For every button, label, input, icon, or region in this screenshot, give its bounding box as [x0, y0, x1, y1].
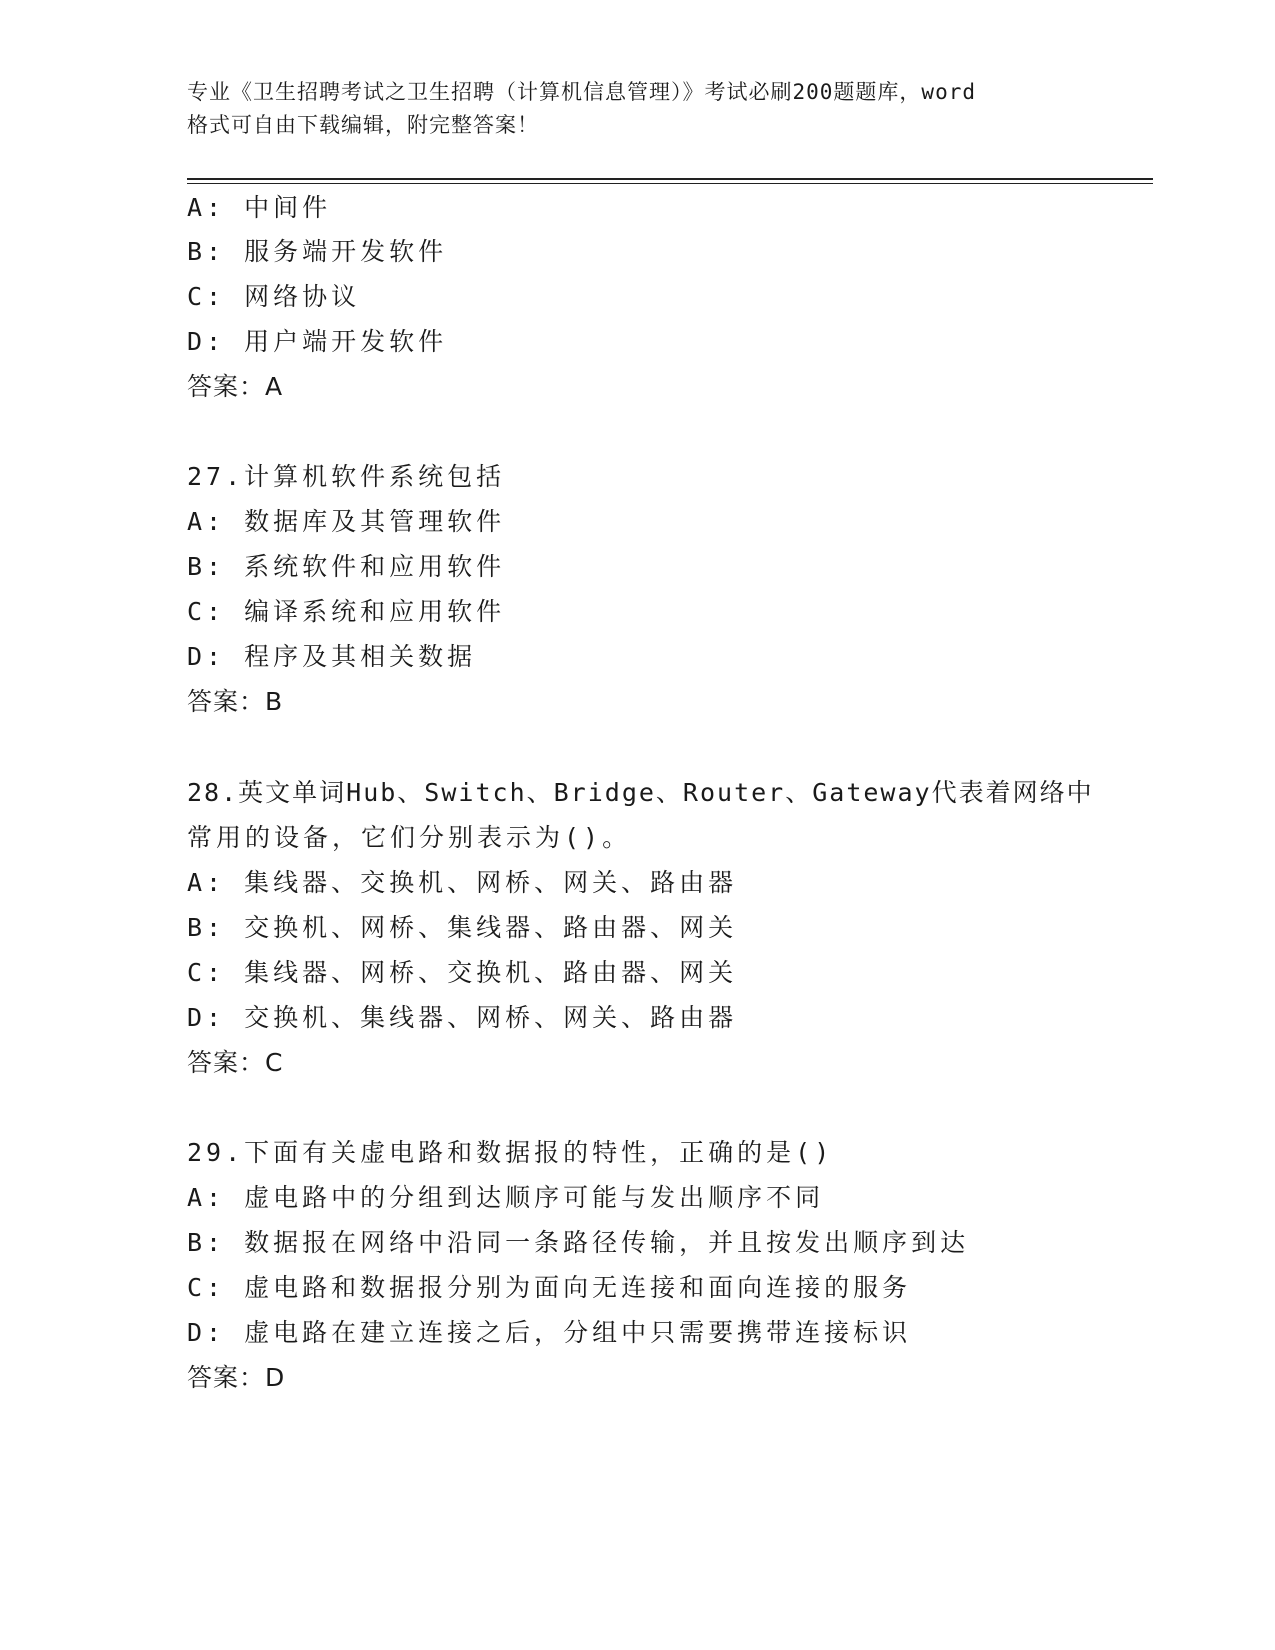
q28-stem-line-2: 常用的设备，它们分别表示为()。	[187, 823, 632, 852]
q28-stem-line-1: 28.英文单词Hub、Switch、Bridge、Router、Gateway代表着网络中	[187, 778, 1094, 807]
q26-answer: 答案：A	[187, 372, 284, 401]
q28-answer: 答案：C	[187, 1048, 284, 1077]
document-header	[187, 76, 1087, 142]
q28-option-d: D: 交换机、集线器、网桥、网关、路由器	[187, 1003, 738, 1032]
q29-option-b: B: 数据报在网络中沿同一条路径传输，并且按发出顺序到达	[187, 1228, 970, 1257]
q26-option-c: C: 网络协议	[187, 282, 361, 311]
q29-option-d: D: 虚电路在建立连接之后，分组中只需要携带连接标识	[187, 1318, 912, 1347]
q29-answer: 答案：D	[187, 1363, 286, 1392]
q27-option-b: B: 系统软件和应用软件	[187, 552, 506, 581]
q28-option-a: A: 集线器、交换机、网桥、网关、路由器	[187, 868, 738, 897]
q27-stem: 27.计算机软件系统包括	[187, 462, 506, 491]
q28-option-b: B: 交换机、网桥、集线器、路由器、网关	[187, 913, 738, 942]
header-line-2: 格式可自由下载编辑，附完整答案！	[187, 113, 539, 137]
q27-answer: 答案：B	[187, 687, 284, 716]
header-divider-thick	[187, 178, 1153, 180]
q26-option-a: A: 中间件	[187, 193, 332, 222]
q28-option-c: C: 集线器、网桥、交换机、路由器、网关	[187, 958, 738, 987]
q29-option-c: C: 虚电路和数据报分别为面向无连接和面向连接的服务	[187, 1273, 912, 1302]
q29-option-a: A: 虚电路中的分组到达顺序可能与发出顺序不同	[187, 1183, 825, 1212]
header-divider-thin	[187, 183, 1153, 184]
q29-stem: 29.下面有关虚电路和数据报的特性，正确的是()	[187, 1138, 834, 1167]
q26-option-b: B: 服务端开发软件	[187, 237, 448, 266]
q26-option-d: D: 用户端开发软件	[187, 327, 448, 356]
q27-option-a: A: 数据库及其管理软件	[187, 507, 506, 536]
q27-option-d: D: 程序及其相关数据	[187, 642, 477, 671]
q27-option-c: C: 编译系统和应用软件	[187, 597, 506, 626]
header-line-1: 专业《卫生招聘考试之卫生招聘（计算机信息管理）》考试必刷200题题库，word	[187, 80, 976, 104]
